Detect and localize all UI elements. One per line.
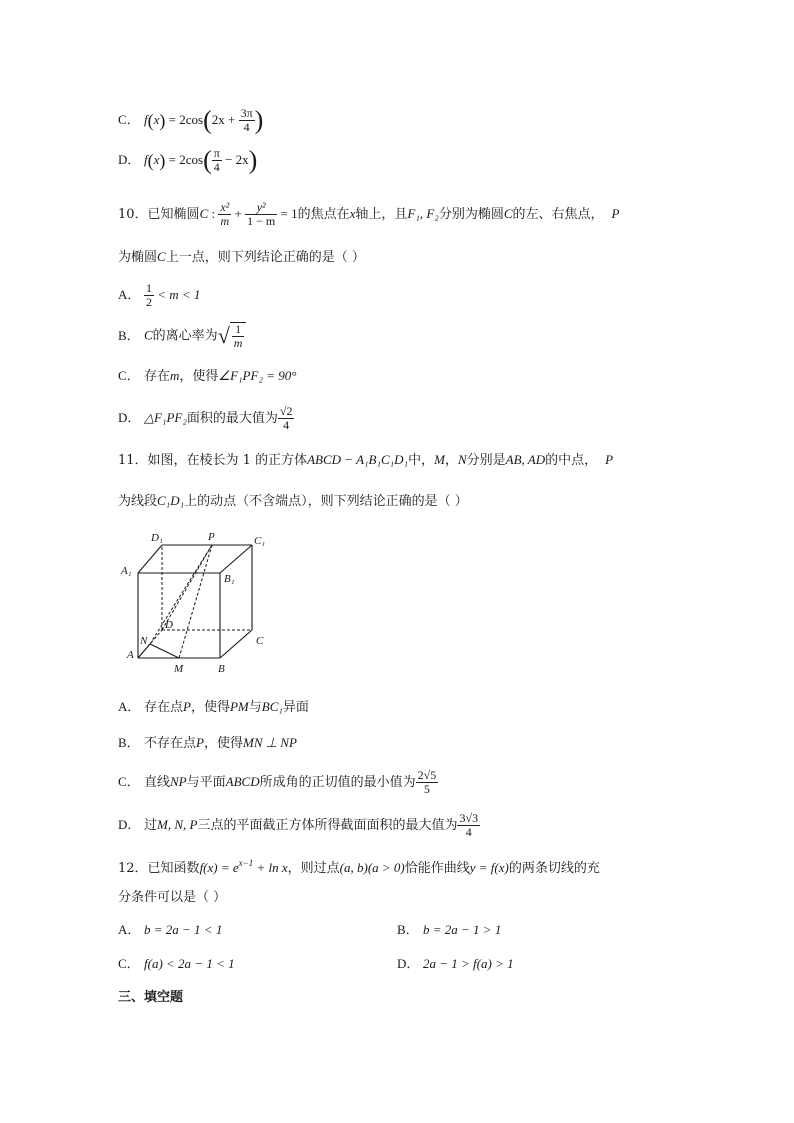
question-number: 11． <box>118 453 148 468</box>
q11-option-c: C． 直线NP与平面ABCD所成角的正切值的最小值为 $\frac{2√5}{5}$ <box>118 768 437 796</box>
label-d1: D₁ <box>151 532 163 544</box>
q9-option-d: D． f(x) = 2cos( $\frac{\pi}{4}$ − 2x) <box>118 145 258 175</box>
q11-stem-line1: 11．如图，在棱长为 1 的正方体ABCD − A₁B₁C₁D₁中，M，N分别是AB, AD的中点， P <box>118 452 614 468</box>
fraction: $\frac{2√5}{5}$ <box>417 768 437 796</box>
label-m: M <box>174 663 184 675</box>
segment-m-p <box>179 545 212 658</box>
fraction: $\frac{3\pi}{4}$ <box>240 106 253 134</box>
edge-b1-c1 <box>220 545 252 573</box>
label-c1: C₁ <box>254 535 266 547</box>
q12-option-a: A． b = 2a − 1 < 1 <box>118 922 223 937</box>
q11-option-b: B． 不存在点P，使得MN ⊥ NP <box>118 735 297 751</box>
q10-option-a: A． $\frac{1}{2}$ < m < 1 <box>118 281 201 309</box>
q11-option-d: D． 过M, N, P三点的平面截正方体所得截面面积的最大值为 $\frac{3√3}{4}$ <box>118 811 479 839</box>
square-root: √ $\frac{1}{m}$ <box>218 322 247 350</box>
cube-figure <box>118 530 278 675</box>
q10-option-c: C． 存在m，使得∠F₁PF₂ = 90° <box>118 368 297 384</box>
q10-option-b: B． C的离心率为√ $\frac{1}{m}$ <box>118 322 246 350</box>
label-a1: A₁ <box>121 565 132 577</box>
section-heading: 三、填空题 <box>118 990 184 1005</box>
fraction: $\frac{√2}{4}$ <box>279 404 293 432</box>
fraction: $\frac{\text{x²}}{m}$ <box>220 200 230 228</box>
label-c: C <box>256 635 264 647</box>
q12-option-c: C． f(a) < 2a − 1 < 1 <box>118 956 235 971</box>
q10-stem-line1: 10．已知椭圆C : $\frac{\text{x²}}{m}$ + $\frac{\text{y²}}{1 - m}$ = 1的焦点在x轴上，且F₁, F₂分别为椭圆C的左、右焦点， P <box>118 200 620 228</box>
label-n: N <box>140 635 148 647</box>
label-p: P <box>208 531 215 543</box>
q10-stem-line2: 为椭圆C上一点，则下列结论正确的是（ ） <box>118 249 365 265</box>
fraction: $\frac{1}{2}$ <box>146 281 152 309</box>
fraction: $\frac{\pi}{4}$ <box>213 146 220 174</box>
label-b1: B₁ <box>224 573 235 585</box>
q9-option-c: C． f(x) = 2cos(2x + $\frac{3\pi}{4}$ ) <box>118 105 264 135</box>
edge-a1-d1 <box>138 545 162 573</box>
fraction: $\frac{\text{y²}}{1 - m}$ <box>247 200 276 228</box>
q11-stem-line2: 为线段C₁D₁上的动点（不含端点），则下列结论正确的是（ ） <box>118 493 468 509</box>
label-d: D <box>165 619 173 631</box>
q12-option-b: B． b = 2a − 1 > 1 <box>397 922 502 937</box>
q12-stem-line2: 分条件可以是（ ） <box>118 890 227 905</box>
q10-option-d: D． △F₁PF₂面积的最大值为 $\frac{√2}{4}$ <box>118 404 293 432</box>
edge-b-c <box>220 630 252 658</box>
fraction: $\frac{3√3}{4}$ <box>459 811 479 839</box>
q12-stem-line1: 12．已知函数$f(x) = e^{x-1} + \ln x$，则过点(a, b)(a > 0)恰能作曲线y = f(x)的两条切线的充 <box>118 858 600 876</box>
question-number: 12． <box>118 861 148 876</box>
q11-option-a: A． 存在点P，使得PM与BC₁异面 <box>118 699 309 715</box>
label-b: B <box>218 663 225 675</box>
segment-m-n <box>150 644 179 658</box>
q12-option-d: D． 2a − 1 > f(a) > 1 <box>397 956 514 971</box>
question-number: 10． <box>118 207 148 222</box>
label-a: A <box>127 649 134 661</box>
